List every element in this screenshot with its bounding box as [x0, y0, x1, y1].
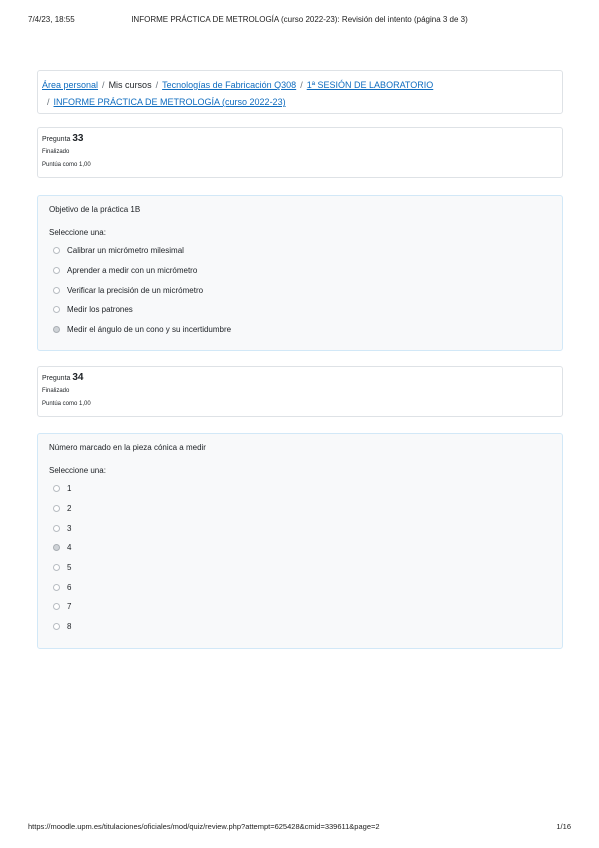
question-text: Número marcado en la pieza cónica a medir — [49, 443, 206, 452]
option-label: 6 — [67, 582, 72, 592]
radio-button[interactable] — [53, 247, 60, 254]
question-state: Finalizado — [42, 388, 70, 394]
breadcrumb-session[interactable]: 1ª SESIÓN DE LABORATORIO — [306, 80, 434, 90]
breadcrumb-mis-cursos: Mis cursos — [108, 80, 152, 90]
question-state: Finalizado — [42, 149, 70, 155]
print-url: https://moodle.upm.es/titulaciones/oficiales/mod/quiz/review.php?attempt=625428&cmid=339611&page=2 — [28, 822, 380, 831]
radio-button[interactable] — [53, 564, 60, 571]
breadcrumb-quiz[interactable]: INFORME PRÁCTICA DE METROLOGÍA (curso 2022-23) — [53, 97, 286, 107]
option-label: Verificar la precisión de un micrómetro — [67, 285, 204, 295]
answer-option[interactable] — [49, 320, 562, 340]
answer-option[interactable] — [49, 280, 562, 300]
answer-option[interactable] — [49, 538, 562, 558]
question-number: 33 — [72, 133, 84, 144]
answer-options — [49, 241, 562, 339]
radio-button[interactable] — [53, 584, 60, 591]
breadcrumb-area-personal[interactable]: Área personal — [42, 80, 99, 90]
answer-option[interactable] — [49, 577, 562, 597]
radio-button-selected[interactable] — [53, 544, 60, 551]
option-label: 7 — [67, 602, 72, 612]
print-date: 7/4/23, 18:55 — [28, 15, 75, 24]
radio-button[interactable] — [53, 623, 60, 630]
breadcrumb-course[interactable]: Tecnologías de Fabricación Q308 — [162, 80, 297, 90]
option-label: Aprender a medir con un micrómetro — [67, 266, 198, 276]
option-label: Calibrar un micrómetro milesimal — [67, 246, 184, 256]
radio-button[interactable] — [53, 525, 60, 532]
question-formulation — [37, 433, 563, 649]
breadcrumb-separator: / — [102, 80, 105, 90]
option-label: 4 — [67, 543, 72, 553]
print-header — [28, 15, 571, 27]
print-footer — [28, 822, 571, 834]
breadcrumb-separator: / — [155, 80, 159, 90]
answer-option[interactable] — [49, 617, 562, 637]
answer-option[interactable] — [49, 518, 562, 538]
answer-option[interactable] — [49, 597, 562, 617]
answer-options — [49, 479, 562, 637]
radio-button[interactable] — [53, 267, 60, 274]
question-grade: Puntúa como 1,00 — [42, 162, 91, 168]
question-formulation — [37, 195, 563, 351]
radio-button[interactable] — [53, 306, 60, 313]
radio-button[interactable] — [53, 287, 60, 294]
answer-option[interactable] — [49, 261, 562, 281]
breadcrumb-separator: / — [47, 97, 50, 107]
answer-option[interactable] — [49, 499, 562, 519]
answer-option[interactable] — [49, 558, 562, 578]
radio-button[interactable] — [53, 505, 60, 512]
question-number: 34 — [72, 372, 84, 383]
question-label: Pregunta — [42, 375, 71, 382]
option-label: Medir los patrones — [67, 305, 133, 315]
answer-option[interactable] — [49, 479, 562, 499]
print-title: INFORME PRÁCTICA DE METROLOGÍA (curso 2022-23): Revisión del intento (página 3 de 3) — [131, 15, 468, 24]
question-label: Pregunta — [42, 136, 71, 143]
option-label: 1 — [67, 484, 72, 494]
radio-button[interactable] — [53, 603, 60, 610]
radio-button-selected[interactable] — [53, 326, 60, 333]
breadcrumb-line — [42, 77, 562, 94]
option-label: Medir el ángulo de un cono y su incertidumbre — [67, 325, 232, 335]
breadcrumb-line — [42, 94, 562, 111]
print-page-number: 1/16 — [556, 822, 571, 831]
answer-prompt: Seleccione una: — [49, 466, 106, 475]
question-grade: Puntúa como 1,00 — [42, 401, 91, 407]
answer-option[interactable] — [49, 241, 562, 261]
question-info — [37, 127, 563, 178]
breadcrumb — [37, 70, 563, 114]
option-label: 8 — [67, 622, 72, 632]
radio-button[interactable] — [53, 485, 60, 492]
option-label: 5 — [67, 563, 72, 573]
option-label: 2 — [67, 504, 72, 514]
breadcrumb-separator: / — [300, 80, 303, 90]
answer-option[interactable] — [49, 300, 562, 320]
question-text: Objetivo de la práctica 1B — [49, 205, 141, 214]
option-label: 3 — [67, 523, 72, 533]
question-info — [37, 366, 563, 417]
answer-prompt: Seleccione una: — [49, 228, 106, 237]
